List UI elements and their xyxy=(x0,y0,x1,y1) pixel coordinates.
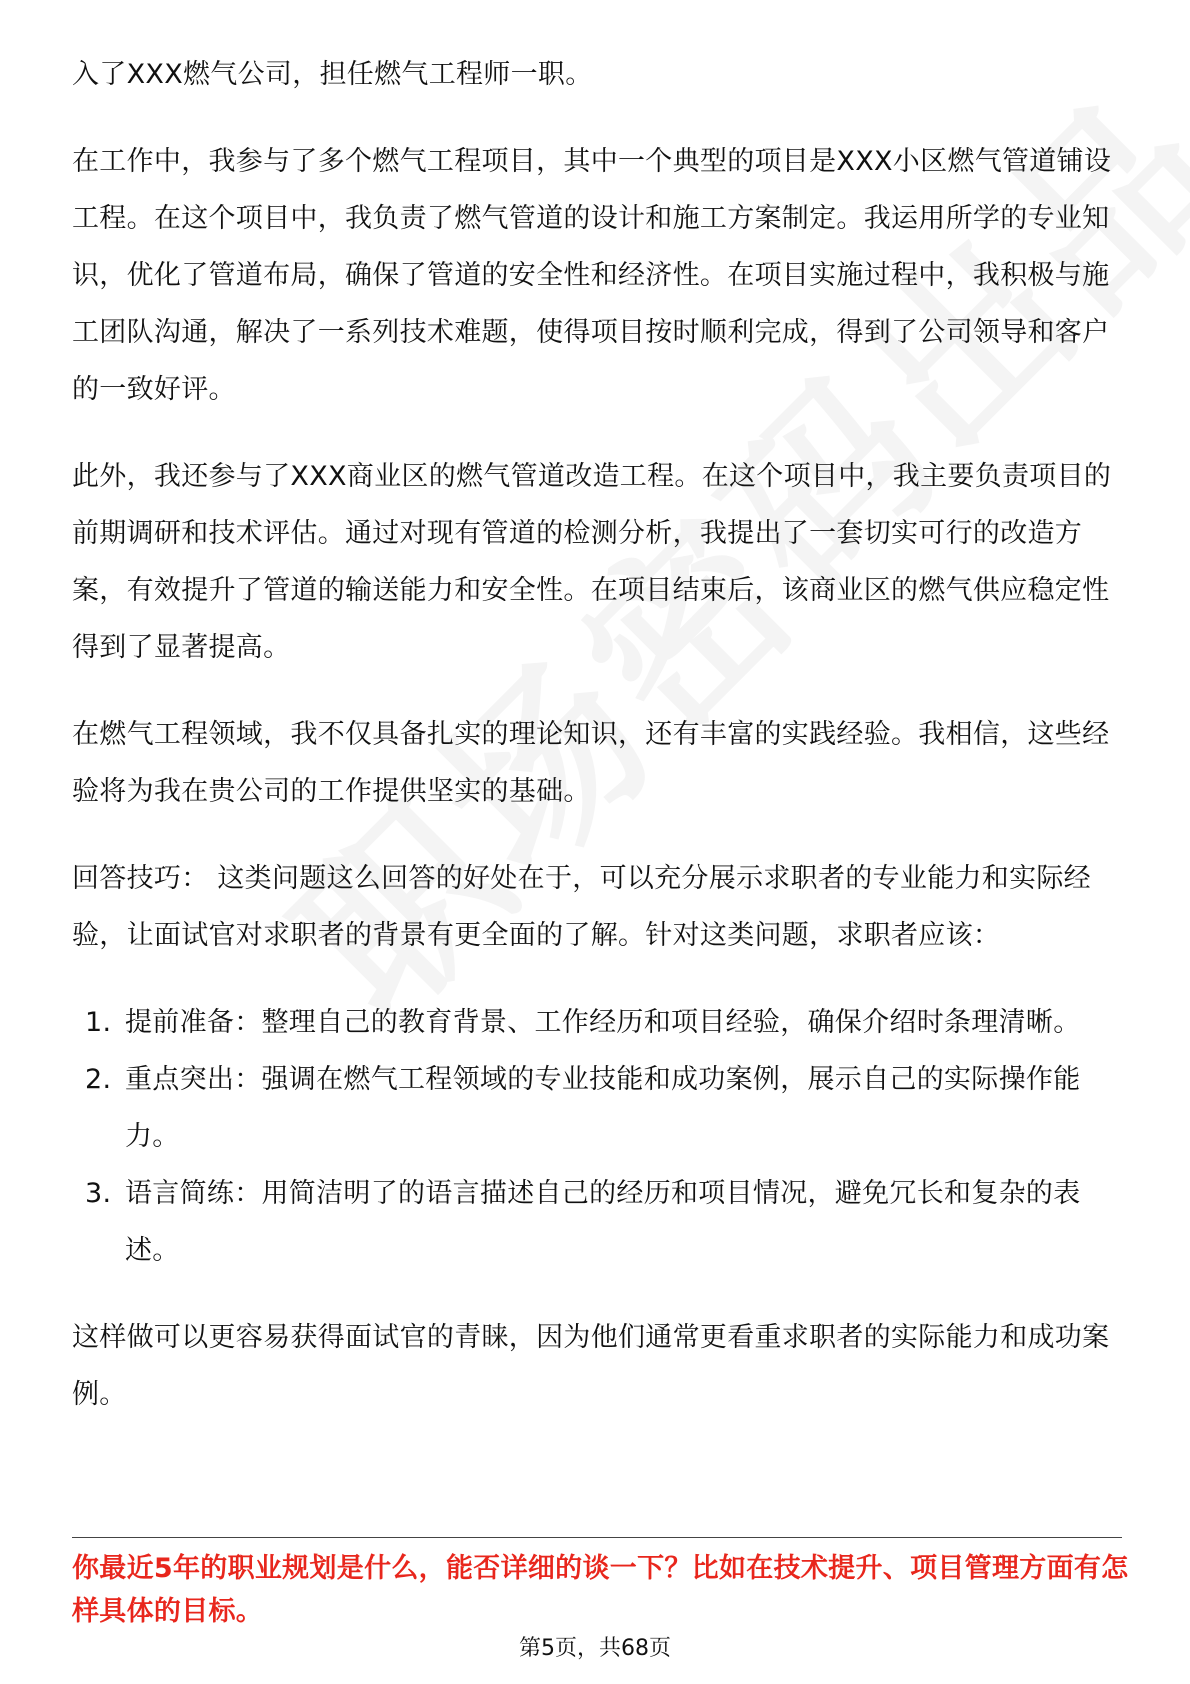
tips-list xyxy=(72,994,1122,1279)
paragraph-tips-intro: 回答技巧： 这类问题这么回答的好处在于，可以充分展示求职者的专业能力和实际经验，让面试官对求职者的背景有更全面的了解。针对这类问题，求职者应该： xyxy=(72,863,1091,951)
paragraph-project-2: 此外，我还参与了XXX商业区的燃气管道改造工程。在这个项目中，我主要负责项目的前期调研和技术评估。通过对现有管道的检测分析，我提出了一套切实可行的改造方案，有效提升了管道的输送能力和安全性。在项目结束后，该商业区的燃气供应稳定性得到了显著提高。 xyxy=(72,461,1112,663)
list-item xyxy=(72,1165,1122,1279)
paragraph-project-1: 在工作中，我参与了多个燃气工程项目，其中一个典型的项目是XXX小区燃气管道铺设工程。在这个项目中，我负责了燃气管道的设计和施工方案制定。我运用所学的专业知识，优化了管道布局，确保了管道的安全性和经济性。在项目实施过程中，我积极与施工团队沟通，解决了一系列技术难题，使得项目按时顺利完成，得到了公司领导和客户的一致好评。 xyxy=(72,146,1112,405)
list-item-text: 提前准备：整理自己的教育背景、工作经历和项目经验，确保介绍时条理清晰。 xyxy=(125,1007,1081,1038)
list-item-text: 重点突出：强调在燃气工程领域的专业技能和成功案例，展示自己的实际操作能力。 xyxy=(125,1064,1081,1152)
next-question-heading: 你最近5年的职业规划是什么，能否详细的谈一下？比如在技术提升、项目管理方面有怎样具体的目标。 xyxy=(72,1553,1129,1627)
page-number: 第5页，共68页 xyxy=(519,1636,671,1661)
list-number: 1. xyxy=(85,1007,112,1038)
section-divider xyxy=(72,1537,1122,1538)
list-number: 2. xyxy=(85,1064,112,1095)
list-item xyxy=(72,994,1122,1051)
answer-body xyxy=(72,46,1122,1453)
list-item xyxy=(72,1051,1122,1165)
list-item-text: 语言简练：用简洁明了的语言描述自己的经历和项目情况，避免冗长和复杂的表述。 xyxy=(125,1178,1081,1266)
paragraph-summary: 在燃气工程领域，我不仅具备扎实的理论知识，还有丰富的实践经验。我相信，这些经验将为我在贵公司的工作提供坚实的基础。 xyxy=(72,719,1110,807)
paragraph-closing: 这样做可以更容易获得面试官的青睐，因为他们通常更看重求职者的实际能力和成功案例。 xyxy=(72,1322,1110,1410)
list-number: 3. xyxy=(85,1178,112,1209)
paragraph-intro: 入了XXX燃气公司，担任燃气工程师一职。 xyxy=(72,59,593,90)
